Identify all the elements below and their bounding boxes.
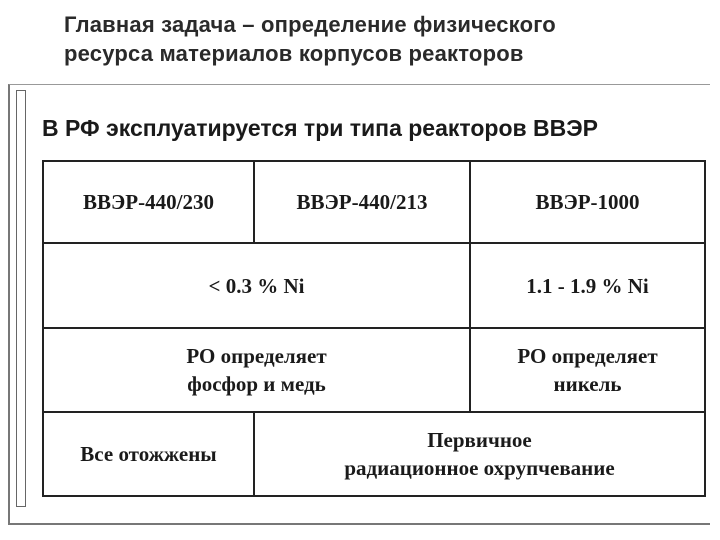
cell-all-annealed: Все отожжены <box>43 412 254 496</box>
table-row <box>43 328 705 412</box>
cell-primary-embrittlement <box>254 412 705 496</box>
cell-text-line: РО определяет <box>517 344 658 368</box>
cell-nickel-low: < 0.3 % Ni <box>43 243 470 328</box>
table-row <box>43 161 705 243</box>
heading-line-1: Главная задача – определение физического <box>64 12 556 37</box>
cell-ro-nickel <box>470 328 705 412</box>
cell-text-line: РО определяет <box>186 344 327 368</box>
cell-text-line: радиационное охрупчевание <box>344 456 615 480</box>
left-frame-bar <box>16 90 26 507</box>
heading-line-2: ресурса материалов корпусов реакторов <box>64 41 524 66</box>
table-row <box>43 243 705 328</box>
reactor-table <box>42 160 706 497</box>
cell-text-line: Первичное <box>427 428 532 452</box>
cell-reactor-440-213: ВВЭР-440/213 <box>254 161 470 243</box>
table-row <box>43 412 705 496</box>
slide-subtitle: В РФ эксплуатируется три типа реакторов ВВЭР <box>42 115 598 141</box>
cell-reactor-440-230: ВВЭР-440/230 <box>43 161 254 243</box>
cell-ro-phosphorus-copper <box>43 328 470 412</box>
slide-heading <box>64 10 704 68</box>
cell-text-line: никель <box>553 372 622 396</box>
cell-reactor-1000: ВВЭР-1000 <box>470 161 705 243</box>
cell-nickel-high: 1.1 - 1.9 % Ni <box>470 243 705 328</box>
cell-text-line: фосфор и медь <box>187 372 326 396</box>
